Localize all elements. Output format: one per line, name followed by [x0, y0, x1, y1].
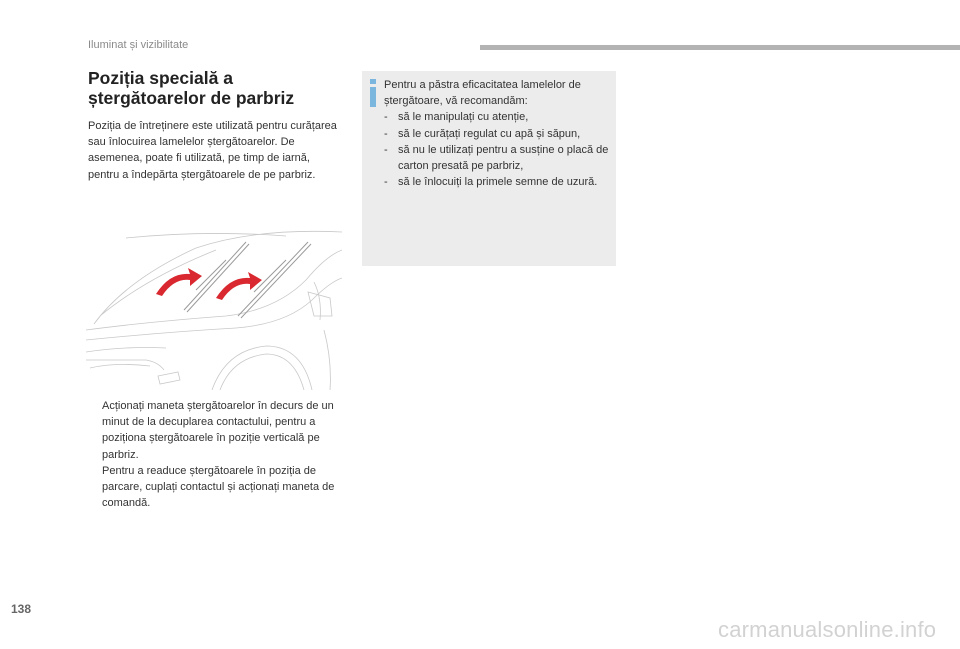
list-item-text: să le manipulați cu atenție, [398, 111, 529, 124]
list-item [384, 109, 612, 125]
list-item [384, 126, 612, 142]
page-number: 138 [11, 602, 32, 616]
intro-paragraph: Poziția de întreținere este utilizată pentru curățarea sau înlocuirea lamelelor ștergătoarelor. De asemenea, poate fi utilizată, pe timp de iarnă, pentru a îndepărta ștergătoarele de pe parbriz. [88, 120, 337, 181]
info-intro: Pentru a păstra eficacitatea lamelelor de ștergătoare, vă recomandăm: [384, 79, 581, 108]
dash-marker: - [384, 127, 388, 140]
list-item-text: să le curățați regulat cu apă și săpun, [398, 127, 581, 140]
info-box [362, 71, 616, 266]
list-item-text: să le înlocuiți la primele semne de uzură. [398, 176, 598, 189]
dash-marker: - [384, 176, 388, 189]
bullet-marker [88, 398, 102, 463]
dash-marker: - [384, 111, 388, 124]
instruction-text: Pentru a readuce ștergătoarele în poziția de parcare, cuplați contactul și acționați maneta de comandă. [102, 464, 335, 510]
section-header: Iluminat și vizibilitate [88, 39, 189, 51]
list-item-text: să nu le utilizați pentru a susține o placă de carton presată pe parbriz, [398, 143, 609, 173]
header-rule [480, 45, 960, 50]
watermark-link[interactable]: carmanualsonline.info [718, 617, 937, 642]
instruction-list [88, 398, 344, 511]
wiper-illustration [86, 220, 342, 390]
instruction-text: Acționați maneta ștergătoarelor în decurs de un minut de la decuplarea contactului, pentru a poziționa ștergătoarele în poziție verticală pe parbriz. [102, 400, 334, 461]
info-icon [369, 79, 379, 107]
list-item [384, 142, 612, 174]
page-title: Poziția specială a ștergătoarelor de parbriz [88, 68, 295, 108]
instruction-item [88, 398, 344, 463]
bullet-marker [88, 463, 102, 512]
list-item [384, 174, 612, 190]
info-content [384, 77, 612, 190]
instruction-item [88, 463, 344, 512]
dash-marker: - [384, 143, 388, 156]
